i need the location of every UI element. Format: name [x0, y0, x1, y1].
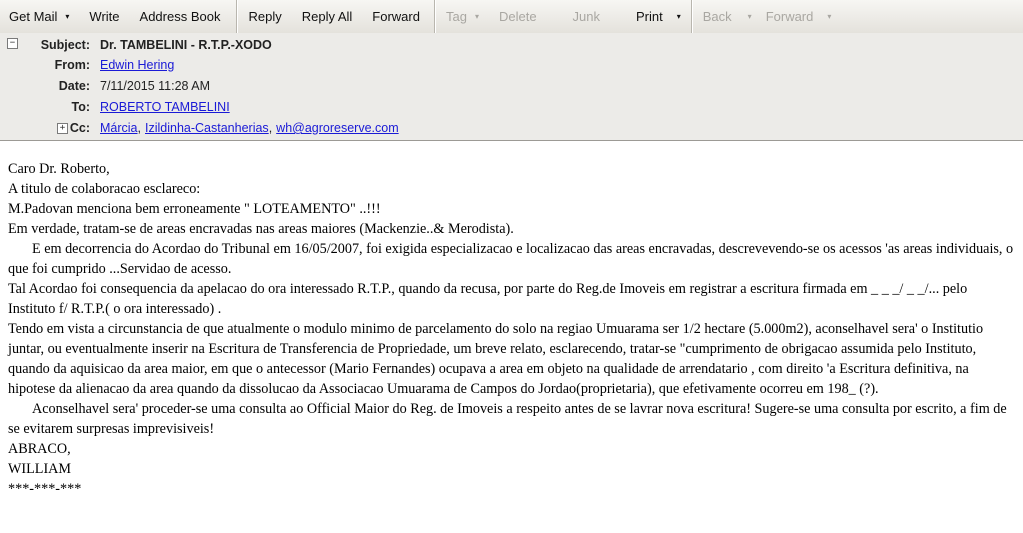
to-label: To: [71, 100, 90, 114]
message-header [0, 33, 1023, 141]
from-label: From: [54, 58, 90, 72]
print-button[interactable] [626, 0, 691, 33]
to-row [0, 97, 230, 117]
print-label: Print [636, 9, 663, 24]
write-button[interactable]: Write [89, 9, 120, 24]
junk-button[interactable]: Junk [572, 9, 601, 24]
cc-separator: , [268, 121, 273, 135]
cc-link-email[interactable]: wh@agroreserve.com [276, 121, 399, 135]
toolbar [0, 0, 1023, 34]
body-paragraph [8, 239, 1018, 279]
body-greeting: Caro Dr. Roberto, [8, 161, 110, 177]
cc-label: Cc: [69, 121, 90, 135]
body-paragraph: Tal Acordao foi consequencia da apelacao do ora interessado R.T.P., quando da recusa, por parte do Reg.de Imoveis em registrar a escritura firmada em _ _ _/ _ _/... pelo Instituto f/ R.T.P.( o ora interessado) . [8, 281, 968, 317]
from-link[interactable]: Edwin Hering [100, 58, 175, 72]
forward-nav-label: Forward [765, 9, 814, 24]
chevron-down-icon: ▾ [474, 12, 479, 21]
body-paragraph: Tendo em vista a circunstancia de que atualmente o modulo minimo de parcelamento do solo na regiao Umuarama ser 1/2 hectare (5.000m2), aconselhavel sera' o Institutio juntar, ou eventualmente inserir na Escritura de Transferencia de Propriedade, um breve relato, esclarecendo, tratar-se "cumprimento de obrigacao assumida pelo Instituto, quando da aquisicao da area maior, em que o antecessor (Mario Fernandes) ocupava a area em objeto na qualidade de arrendatario , com direito 'a Escritura definitiva, na hipotese da alienacao da area quando da dissolucao da Associacao Umuarama de Campos do Jordao(proprietaria), que efetivamente ocorreu em 198_ (?). [8, 321, 984, 397]
cc-row [0, 118, 399, 138]
address-book-button[interactable]: Address Book [139, 9, 221, 24]
message-body [8, 159, 1018, 499]
back-label: Back [702, 9, 732, 24]
body-line: A titulo de colaboracao esclareco: [8, 181, 201, 197]
subject-row [0, 35, 272, 55]
from-row [0, 55, 174, 75]
collapse-header-icon[interactable]: − [7, 38, 18, 49]
body-indented-text: E em decorrencia do Acordao do Tribunal em 16/05/2007, foi exigida especializacao e localizacao das areas encravadas, descrevevendo-se os acessos 'as areas individuais, o que foi cumprido ...Servidao de acesso. [8, 241, 1014, 277]
cc-link-izildinha[interactable]: Izildinha-Castanherias [145, 121, 269, 135]
get-mail-button[interactable] [0, 0, 79, 33]
body-line: M.Padovan menciona bem erroneamente " LOTEAMENTO" ..!!! [8, 201, 381, 217]
body-signature: WILLIAM [8, 461, 72, 477]
date-row [0, 76, 210, 96]
tag-button[interactable] [436, 0, 489, 33]
get-mail-label: Get Mail [9, 9, 58, 24]
body-paragraph [8, 399, 1018, 439]
date-label: Date: [58, 79, 90, 93]
cc-link-marcia[interactable]: Márcia [100, 121, 138, 135]
reply-all-button[interactable]: Reply All [301, 9, 353, 24]
tag-label: Tag [445, 9, 467, 24]
subject-value: Dr. TAMBELINI - R.T.P.-XODO [100, 38, 272, 52]
chevron-down-icon[interactable]: ▾ [676, 12, 681, 21]
body-indented-text: Aconselhavel sera' proceder-se uma consulta ao Official Maior do Reg. de Imoveis a respeito antes de se lavrar nova escritura! Sugere-se uma consulta por escrito, a fim de se evitarem surpresas imprevisiveis! [8, 401, 1007, 437]
forward-nav-button[interactable] [762, 0, 842, 33]
chevron-down-icon: ▾ [827, 12, 832, 21]
cc-separator: , [137, 121, 141, 135]
back-button[interactable] [693, 0, 762, 33]
body-closing: ABRACO, [8, 441, 71, 457]
body-footer: ***-***-*** [8, 481, 82, 497]
body-line: Em verdade, tratam-se de areas encravadas nas areas maiores (Mackenzie..& Merodista). [8, 221, 514, 237]
delete-button[interactable]: Delete [498, 9, 537, 24]
forward-button[interactable]: Forward [372, 9, 420, 24]
chevron-down-icon: ▾ [747, 12, 752, 21]
date-value: 7/11/2015 11:28 AM [100, 79, 211, 93]
reply-button[interactable]: Reply [248, 9, 282, 24]
expand-cc-icon[interactable]: + [57, 123, 68, 134]
chevron-down-icon[interactable]: ▾ [65, 12, 70, 21]
subject-label: Subject: [40, 38, 90, 52]
to-link[interactable]: ROBERTO TAMBELINI [100, 100, 230, 114]
